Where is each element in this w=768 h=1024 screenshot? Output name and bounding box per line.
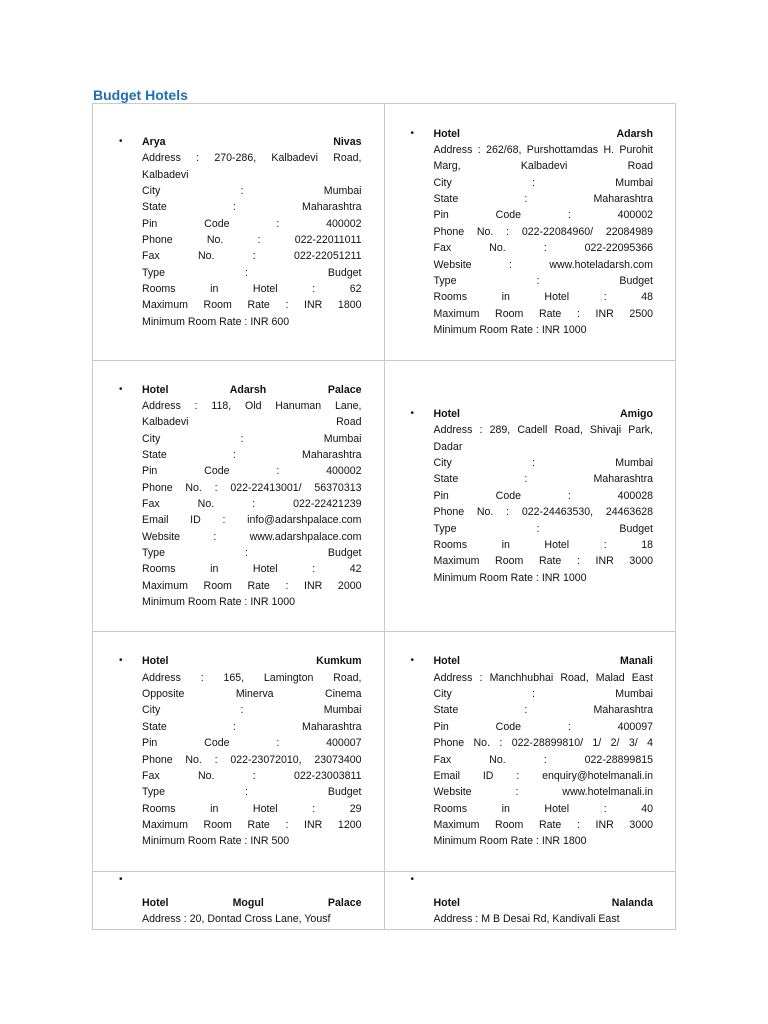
hotel-detail-line: Website : www.hotelmanali.in: [433, 786, 653, 799]
hotel-detail-line: Kalbadevi Road: [142, 416, 362, 429]
hotel-detail-line: Marg, Kalbadevi Road: [433, 160, 653, 173]
hotel-detail-line: Minimum Room Rate : INR 1800: [433, 835, 587, 848]
hotel-detail-line: Rooms in Hotel : 40: [433, 802, 653, 815]
hotel-detail-line: Maximum Room Rate : INR 2000: [142, 579, 362, 592]
hotel-detail-line: Address : 289, Cadell Road, Shivaji Park, Dadar: [433, 424, 653, 453]
hotel-detail-line: Rooms in Hotel : 48: [433, 291, 653, 304]
hotel-detail-line: Rooms in Hotel : 29: [142, 802, 362, 815]
hotel-detail-line: Minimum Room Rate : INR 600: [142, 315, 290, 328]
bullet-icon: •: [410, 127, 415, 139]
hotel-entry: [385, 872, 676, 928]
hotel-detail-line: Type : Budget: [142, 266, 362, 279]
hotel-name: Arya Nivas: [142, 135, 362, 148]
hotel-detail-line: Rooms in Hotel : 42: [142, 563, 362, 576]
hotel-entry: [93, 653, 384, 849]
hotel-detail-line: Maximum Room Rate : INR 3000: [433, 555, 653, 568]
hotel-detail-line: Address : 20, Dontad Cross Lane, Yousf: [142, 913, 331, 926]
hotel-cell: [93, 104, 385, 361]
hotel-detail-line: City : Mumbai: [433, 176, 653, 189]
hotel-detail-line: Phone No. : 022-22084960/ 22084989: [433, 225, 653, 238]
hotel-detail-line: Pin Code : 400002: [433, 209, 653, 222]
hotel-detail-line: Address : Manchhubhai Road, Malad East: [433, 671, 653, 684]
hotel-detail-line: Website : www.adarshpalace.com: [142, 530, 362, 543]
hotel-detail-line: Minimum Room Rate : INR 1000: [433, 571, 587, 584]
hotel-detail-line: Phone No. : 022-28899810/ 1/ 2/ 3/ 4: [433, 737, 653, 750]
hotel-cell: [384, 104, 676, 361]
hotel-detail-line: Minimum Room Rate : INR 1000: [433, 323, 587, 336]
bullet-icon: •: [410, 874, 415, 885]
hotel-detail-line: Maximum Room Rate : INR 1800: [142, 299, 362, 312]
hotel-detail-line: City : Mumbai: [142, 704, 362, 717]
hotel-detail-line: State : Maharashtra: [433, 193, 653, 206]
hotel-detail-line: City : Mumbai: [142, 432, 362, 445]
hotel-detail-line: Phone No. : 022-23072010, 23073400: [142, 753, 362, 766]
hotel-detail-line: Maximum Room Rate : INR 2500: [433, 307, 653, 320]
hotel-detail-line: Address : 270-286, Kalbadevi Road,: [142, 152, 362, 165]
hotel-detail-line: Phone No. : 022-22413001/ 56370313: [142, 481, 362, 494]
hotel-detail-line: State : Maharashtra: [433, 704, 653, 717]
hotel-detail-line: Rooms in Hotel : 62: [142, 283, 362, 296]
hotel-detail-line: Fax No. : 022-28899815: [433, 753, 653, 766]
hotel-detail-line: Kalbadevi: [142, 168, 189, 181]
hotel-detail-line: Pin Code : 400002: [142, 217, 362, 230]
hotel-detail-line: Website : www.hoteladarsh.com: [433, 258, 653, 271]
hotel-detail-line: Maximum Room Rate : INR 3000: [433, 818, 653, 831]
bullet-icon: •: [410, 655, 415, 667]
hotel-name: Hotel Amigo: [433, 408, 653, 421]
hotel-cell: [384, 872, 676, 930]
hotel-detail-line: Address : 262/68, Purshottamdas H. Purohit: [433, 144, 653, 157]
hotel-detail-line: Fax No. : 022-22421239: [142, 498, 362, 510]
hotel-detail-line: Pin Code : 400002: [142, 465, 362, 478]
bullet-icon: •: [119, 383, 123, 395]
hotel-detail-line: Address : 118, Old Hanuman Lane,: [142, 399, 362, 412]
hotel-detail-line: Minimum Room Rate : INR 500: [142, 835, 290, 848]
hotel-detail-line: Type : Budget: [142, 786, 362, 799]
hotel-detail-line: City : Mumbai: [142, 184, 362, 197]
hotel-detail-line: Email ID : info@adarshpalace.com: [142, 514, 362, 527]
hotel-name: Hotel Manali: [433, 655, 653, 668]
bullet-icon: •: [119, 655, 123, 667]
hotel-listing-table: [92, 103, 676, 930]
hotel-entry: [93, 382, 384, 611]
hotel-cell: [384, 632, 676, 872]
hotel-detail-line: Email ID : enquiry@hotelmanali.in: [433, 769, 653, 782]
hotel-detail-line: Maximum Room Rate : INR 1200: [142, 818, 362, 831]
hotel-detail-line: Pin Code : 400028: [433, 489, 653, 502]
hotel-detail-line: State : Maharashtra: [142, 201, 362, 214]
hotel-detail-line: City : Mumbai: [433, 688, 653, 701]
hotel-detail-line: State : Maharashtra: [142, 448, 362, 461]
hotel-cell: [384, 361, 676, 632]
hotel-detail-line: Pin Code : 400007: [142, 737, 362, 750]
bullet-icon: •: [119, 135, 123, 147]
hotel-detail-line: Opposite Minerva Cinema: [142, 688, 362, 701]
hotel-detail-line: Pin Code : 400097: [433, 720, 653, 733]
hotel-entry: [385, 406, 676, 586]
hotel-detail-line: Type : Budget: [433, 274, 653, 287]
hotel-detail-line: Phone No. : 022-22011011: [142, 234, 362, 246]
hotel-name: Hotel Kumkum: [142, 655, 362, 668]
hotel-name: Hotel Adarsh Palace: [142, 383, 362, 396]
hotel-cell: [93, 872, 385, 930]
hotel-detail-line: Address : 165, Lamington Road,: [142, 671, 362, 684]
hotel-detail-line: Fax No. : 022-22051211: [142, 250, 362, 263]
hotel-cell: [93, 361, 385, 632]
hotel-detail-line: Address : M B Desai Rd, Kandivali East: [433, 913, 620, 926]
hotel-detail-line: Phone No. : 022-24463530, 24463628: [433, 506, 653, 519]
hotel-detail-line: Rooms in Hotel : 18: [433, 538, 653, 551]
hotel-name: Hotel Nalanda: [433, 897, 653, 909]
bullet-icon: •: [119, 874, 123, 885]
hotel-entry: [385, 653, 676, 849]
hotel-detail-line: Type : Budget: [433, 522, 653, 535]
hotel-name: Hotel Mogul Palace: [142, 897, 362, 909]
hotel-entry: [93, 872, 384, 928]
hotel-detail-line: Fax No. : 022-22095366: [433, 242, 653, 255]
hotel-name: Hotel Adarsh: [433, 127, 653, 140]
hotel-detail-line: Type : Budget: [142, 547, 362, 560]
hotel-detail-line: State : Maharashtra: [142, 720, 362, 733]
hotel-detail-line: Minimum Room Rate : INR 1000: [142, 596, 296, 609]
hotel-entry: [385, 126, 676, 338]
section-title: Budget Hotels: [93, 87, 188, 103]
hotel-cell: [93, 632, 385, 872]
hotel-detail-line: City : Mumbai: [433, 457, 653, 470]
hotel-detail-line: Fax No. : 022-23003811: [142, 769, 362, 782]
bullet-icon: •: [410, 408, 415, 420]
hotel-detail-line: State : Maharashtra: [433, 473, 653, 486]
hotel-entry: [93, 134, 384, 330]
